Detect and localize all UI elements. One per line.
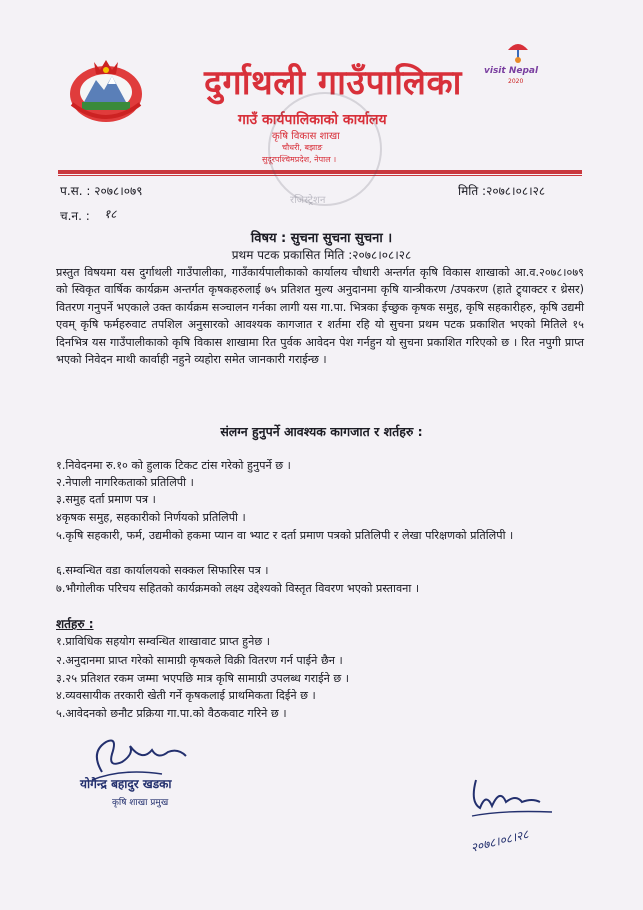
requirement-item: ४कृषक समुह, सहकारीको निर्णयको प्रतिलिपी । [56, 511, 246, 524]
right-signature-date: २०७८।०८।२८ [469, 827, 530, 855]
visit-nepal-text: visit Nepal [484, 66, 539, 76]
term-item: २.अनुदानमा प्राप्त गरेको सामाग्री कृषकले विक्री वितरण गर्न पाईने छैन । [56, 654, 343, 667]
visit-nepal-year: 2020 [508, 78, 524, 85]
term-item: ३.२५ प्रतिशत रकम जम्मा भएपछि मात्र कृषि सामाग्री उपलब्ध गराईने छ । [56, 672, 349, 685]
office-name: गाउँ कार्यपालिकाको कार्यालय [238, 112, 387, 128]
chalani-number: १८ [104, 207, 117, 221]
requirement-item: ५.कृषि सहकारी, फर्म, उद्यमीको हकमा प्यान वा भ्याट र दर्ता प्रमाण पत्रको प्रतिलिपी र लेखा परिक्षणको प्रतिलिपी । [56, 529, 514, 542]
office-place: चौधरी, बझाङ [282, 143, 323, 152]
requirement-item: ७.भौगोलीक परिचय सहितको कार्यक्रमको लक्ष्य उद्देश्यको विस्तृत विवरण भएको प्रस्तावना । [56, 582, 420, 595]
notice-subject: विषय : सुचना सुचना सुचना । [250, 231, 393, 246]
signatory-title: कृषि शाखा प्रमुख [112, 798, 169, 808]
term-item: ५.आवेदनको छनौट प्रक्रिया गा.पा.को वैठकवाट गरिने छ । [56, 707, 287, 720]
office-stamp-circle [268, 92, 382, 206]
requirement-item: ३.समुह दर्ता प्रमाण पत्र । [56, 493, 156, 506]
requirement-item: ६.सम्वन्धित वडा कार्यालयको सक्कल सिफारिस पत्र । [56, 564, 269, 577]
signatory-name: योगेन्द्र बहादुर खडका [80, 777, 172, 791]
nepal-emblem-logo [64, 58, 148, 126]
requirement-item: १.निवेदनमा रु.१० को हुलाक टिकट टांस गरेको हुनुपर्ने छ । [56, 459, 291, 472]
office-stamp-text: रजिस्ट्रेशन [290, 195, 326, 206]
terms-heading: शर्तहरु : [56, 617, 94, 631]
chalani-label: च.न. : [60, 209, 90, 223]
requirements-heading: संलग्न हुनुपर्ने आवश्यक कागजात र शर्तहरु : [220, 424, 423, 439]
right-signature [462, 772, 572, 828]
municipality-title: दुर्गाथली गाउँपालिका [204, 63, 462, 103]
reference-number: प.स. : २०७८।०७९ [60, 184, 143, 198]
requirement-item: २.नेपाली नागरिकताको प्रतिलिपी । [56, 476, 194, 489]
term-item: ४.व्यवसायीक तरकारी खेती गर्ने कृषकलाई प्राथमिकता दिईने छ । [56, 689, 316, 702]
letter-date: मिति :२०७८।०८।२८ [458, 184, 546, 198]
branch-name: कृषि विकास शाखा [272, 131, 340, 142]
term-item: १.प्राविधिक सहयोग सम्वन्धित शाखावाट प्राप्त हुनेछ । [56, 635, 270, 648]
published-date: प्रथम पटक प्रकासित मिति :२०७८।०८।२८ [231, 248, 412, 262]
notice-body: प्रस्तुत विषयमा यस दुर्गाथली गाउँपालीका, गाउँकार्यपालीकाको कार्यालय चौधारी अन्तर्गत कृषि विकास शाखाको आ.व.२०७८।०७९ को स्विकृत वार्षिक कार्यक्रम अन्तर्गत कृषकहरुलाई ७५ प्रतिशत मुल्य अनुदानमा कृषि यान्त्रीकरण /उपकरण (हाते ट्र्याक्टर र थ्रेसर) वितरण गनुपर्ने भएकाले उक्त कार्यक्रम सञ्चालन गर्नका लागी यस गा.पा. भित्रका ईच्छुक कृषक समुह, कृषि सहकारीहरु, कृषि उद्यमी एवम् कृषि फर्महरुवाट तपशिल अनुसारको आवश्यक कागजात र शर्तमा रहि यो सुचना प्रथम पटक प्रकाशित भएको मितिले १५ दिनभित्र यस गाउँपालीकाको कृषि विकास शाखामा रित पुर्वक आवेदन पेश गर्नहुन यो सुचना प्रकाशित गरिएको छ । रित नपुगी प्राप्त भएको निवेदन माथी कार्वाही नहुने व्यहोरा समेत जानकारी गराईन्छ । [56, 266, 584, 367]
office-province: सुदूरपश्चिमप्रदेश, नेपाल । [262, 155, 337, 164]
